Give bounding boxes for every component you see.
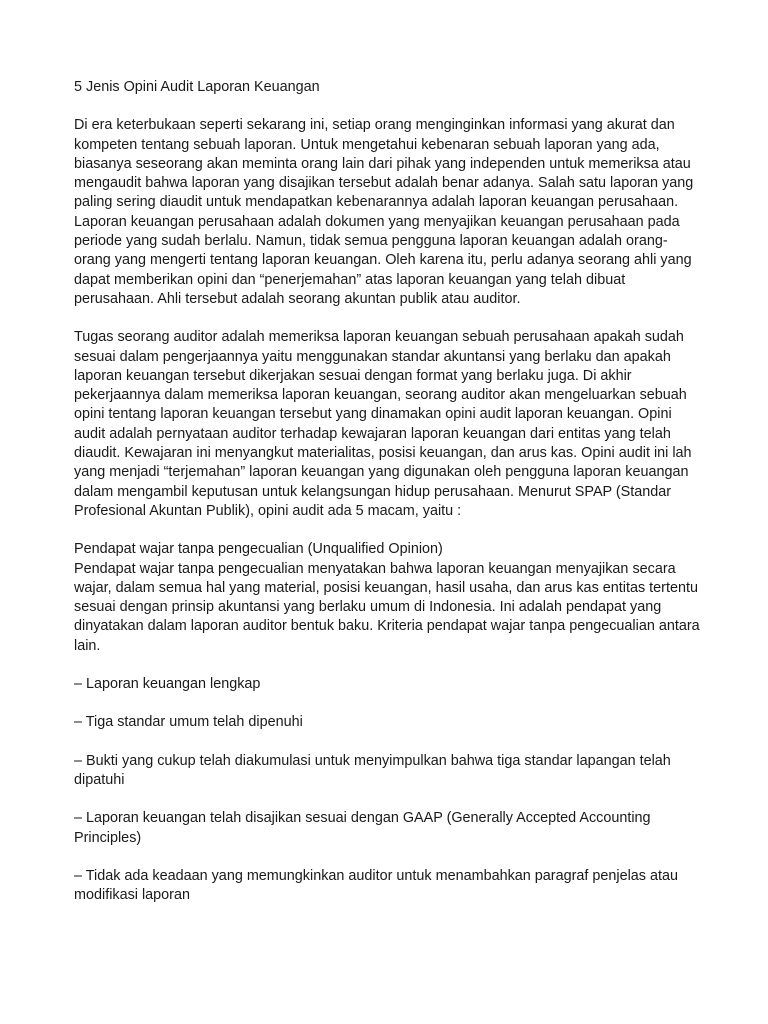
list-item: – Laporan keuangan lengkap: [74, 676, 261, 693]
list-item: – Laporan keuangan telah disajikan sesuai dengan GAAP (Generally Accepted Accounting Principles): [74, 810, 651, 846]
document-page: [74, 78, 700, 924]
intro-paragraph: Di era keterbukaan seperti sekarang ini, setiap orang menginginkan informasi yang akurat dan kompeten tentang sebuah laporan. Untuk mengetahui kebenaran sebuah laporan yang ada, biasanya seseorang akan meminta orang lain dari pihak yang independen untuk memeriksa atau mengaudit bahwa laporan yang disajikan tersebut adalah benar adanya. Salah satu laporan yang paling sering diaudit untuk mendapatkan kebenarannya adalah laporan keuangan perusahaan. Laporan keuangan perusahaan adalah dokumen yang menyajikan keuangan perusahaan pada periode yang sudah berlalu. Namun, tidak semua pengguna laporan keuangan adalah orang-orang yang mengerti tentang laporan keuangan. Oleh karena itu, perlu adanya seorang ahli yang dapat memberikan opini dan “penerjemahan” atas laporan keuangan yang telah dibuat perusahaan. Ahli tersebut adalah seorang akuntan publik atau auditor.: [74, 117, 694, 307]
list-item: – Tiga standar umum telah dipenuhi: [74, 714, 303, 731]
document-title: 5 Jenis Opini Audit Laporan Keuangan: [74, 79, 320, 95]
auditor-task-paragraph: Tugas seorang auditor adalah memeriksa laporan keuangan sebuah perusahaan apakah sudah sesuai dalam pengerjaannya yaitu menggunakan standar akuntansi yang berlaku dan apakah laporan keuangan tersebut dikerjakan sesuai dengan format yang berlaku juga. Di akhir pekerjaannya dalam memeriksa laporan keuangan, seorang auditor akan mengeluarkan sebuah opini tentang laporan keuangan tersebut yang dinamakan opini audit laporan keuangan. Opini audit adalah pernyataan auditor terhadap kewajaran laporan keuangan dari entitas yang telah diaudit. Kewajaran ini menyangkut materialitas, posisi keuangan, dan arus kas. Opini audit ini lah yang menjadi “terjemahan” laporan keuangan yang digunakan oleh pengguna laporan keuangan dalam mengambil keputusan untuk kelangsungan hidup perusahaan. Menurut SPAP (Standar Profesional Akuntan Publik), opini audit ada 5 macam, yaitu :: [74, 329, 692, 519]
list-item: – Tidak ada keadaan yang memungkinkan auditor untuk menambahkan paragraf penjelas atau modifikasi laporan: [74, 867, 679, 904]
list-item: – Bukti yang cukup telah diakumulasi untuk menyimpulkan bahwa tiga standar lapangan telah dipatuhi: [74, 752, 671, 788]
criteria-list: [74, 675, 700, 905]
section-heading: Pendapat wajar tanpa pengecualian (Unqualified Opinion): [74, 541, 443, 558]
section-body: Pendapat wajar tanpa pengecualian menyatakan bahwa laporan keuangan menyajikan secara wajar, dalam semua hal yang material, posisi keuangan, hasil usaha, dan arus kas entitas tertentu sesuai dengan prinsip akuntansi yang berlaku umum di Indonesia. Ini adalah pendapat yang dinyatakan dalam laporan auditor bentuk baku. Kriteria pendapat wajar tanpa pengecualian antara lain.: [74, 560, 700, 654]
